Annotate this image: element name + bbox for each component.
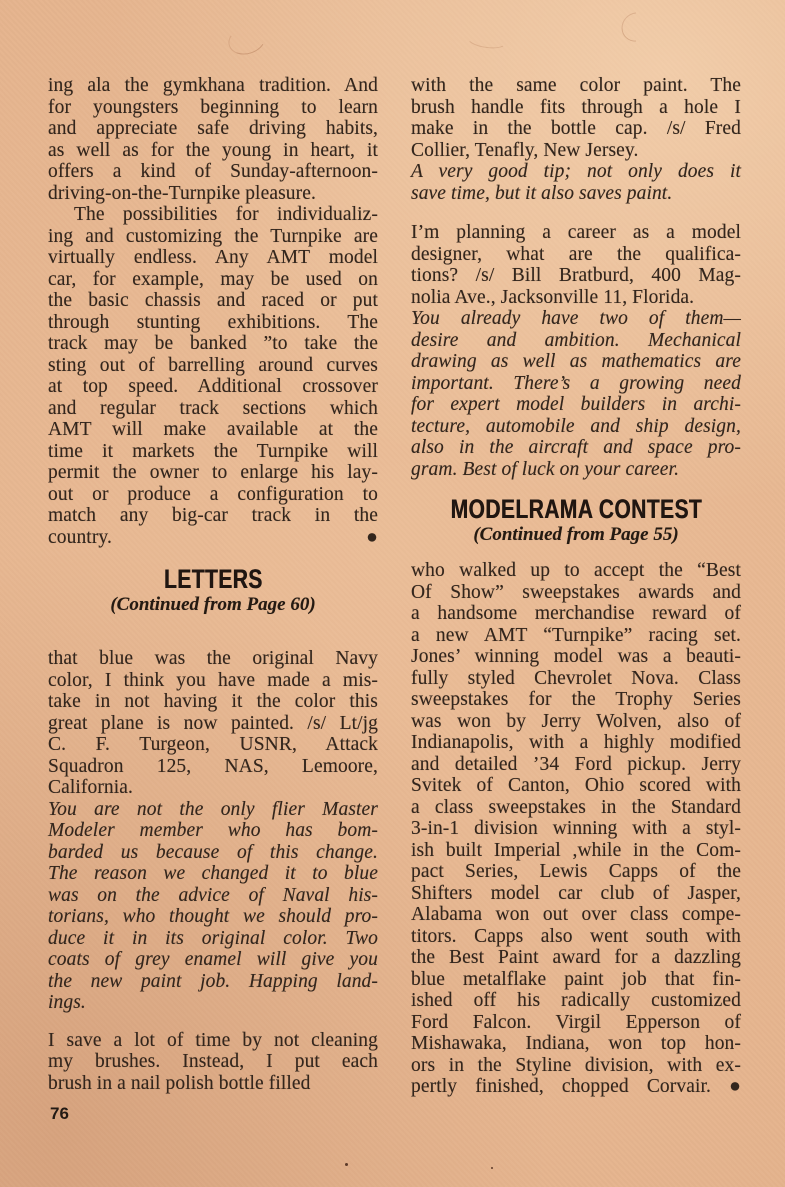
- text-line: Jones’ winning model was a beauti-: [411, 646, 741, 667]
- text-line: tecture, automobile and ship design,: [411, 415, 741, 437]
- text-line: permit the owner to enlarge his lay-: [48, 462, 378, 483]
- text-line: ings.: [48, 992, 86, 1013]
- paragraph: [411, 308, 741, 480]
- ink-speck: [491, 1167, 493, 1169]
- text-line: and detailed ’34 Ford pickup. Jerry: [411, 753, 741, 775]
- text-line: brush handle fits through a hole I: [411, 96, 741, 118]
- paragraph: [411, 560, 741, 1098]
- text-line: 3-in-1 division winning with a styl-: [411, 818, 741, 839]
- text-line: also in the aircraft and space pro-: [411, 437, 741, 458]
- text-line: virtually endless. Any AMT model: [48, 247, 378, 268]
- text-line: A very good tip; not only does it: [411, 161, 741, 182]
- text-line: sweepstakes for the Trophy Series: [411, 689, 741, 710]
- text-line: ing and customizing the Turnpike are: [48, 225, 378, 247]
- text-line: track may be banked ”to take the: [48, 333, 378, 354]
- paragraph: [48, 648, 378, 799]
- text-line: a new AMT “Turnpike” racing set.: [411, 624, 741, 646]
- text-line: blue metalflake paint job that fin-: [411, 968, 741, 990]
- text-line: pact Series, Lewis Capps of the: [411, 861, 741, 882]
- text-line: The reason we changed it to blue: [48, 863, 378, 884]
- text-line: sting out of barrelling around curves: [48, 354, 378, 376]
- text-line: a class sweepstakes in the Standard: [411, 796, 741, 818]
- text-line: C. F. Turgeon, USNR, Attack: [48, 734, 378, 755]
- text-line: I save a lot of time by not cleaning: [48, 1029, 378, 1051]
- text-line: California.: [48, 777, 134, 798]
- text-line: color, I think you have made a mis-: [48, 669, 378, 691]
- text-line: offers a kind of Sunday-afternoon-: [48, 161, 378, 182]
- paragraph: [411, 161, 741, 204]
- text-line: The possibilities for individualiz-: [74, 204, 378, 225]
- text-line: as well as for the young in heart, it: [48, 139, 378, 161]
- section-heading: [48, 564, 378, 594]
- text-line: a handsome merchandise reward of: [411, 603, 741, 624]
- text-line: torians, who thought we should pro-: [48, 906, 378, 927]
- text-line: Shifters model car club of Jasper,: [411, 882, 741, 904]
- text-line: out or produce a configuration to: [48, 483, 378, 505]
- text-line: the Best Paint award for a dazzling: [411, 947, 741, 968]
- text-line: barded us because of this change.: [48, 841, 378, 863]
- text-line: ing ala the gymkhana tradition. And: [48, 75, 378, 96]
- text-line: save time, but it also saves paint.: [411, 182, 673, 204]
- text-line: drawing as well as mathematics are: [411, 351, 741, 372]
- paragraph: [48, 75, 378, 204]
- paper-crease: [465, 27, 509, 51]
- text-line: through stunting exhibitions. The: [48, 311, 378, 333]
- text-line: and appreciate safe driving habits,: [48, 118, 378, 139]
- text-line: Indianapolis, with a highly modified: [411, 732, 741, 753]
- text-line: nolia Ave., Jacksonville 11, Florida.: [411, 286, 695, 308]
- text-line: was on the advice of Naval his-: [48, 884, 378, 906]
- text-line: You already have two of them—: [411, 308, 741, 329]
- paragraph: [411, 222, 741, 308]
- text-line: You are not the only flier Master: [48, 798, 378, 820]
- paragraph: [48, 799, 378, 1014]
- text-line: for expert model builders in archi-: [411, 394, 741, 415]
- text-line: Collier, Tenafly, New Jersey.: [411, 139, 639, 161]
- text-line: car, for example, may be used on: [48, 268, 378, 290]
- text-line: ish built Imperial ,while in the Com-: [411, 839, 741, 861]
- text-line: ors in the Styline division, with ex-: [411, 1054, 741, 1076]
- page-number: 76: [50, 1104, 69, 1123]
- paragraph: [48, 204, 378, 548]
- text-line: gram. Best of luck on your career.: [411, 458, 680, 480]
- left-column: [48, 75, 378, 1094]
- text-line: brush in a nail polish bottle filled: [48, 1072, 311, 1094]
- text-line: at top speed. Additional crossover: [48, 376, 378, 397]
- text-line: tions? /s/ Bill Bratburd, 400 Mag-: [411, 265, 741, 286]
- text-line: Alabama won out over class compe-: [411, 904, 741, 925]
- section-continued-note: (Continued from Page 55): [473, 524, 679, 545]
- text-line: match any big-car track in the: [48, 505, 378, 526]
- text-line: who walked up to accept the “Best: [411, 560, 741, 581]
- text-line: ished off his radically customized: [411, 990, 741, 1011]
- text-line: that blue was the original Navy: [48, 648, 378, 669]
- right-column: [411, 75, 741, 1098]
- text-line: titors. Capps also went south with: [411, 925, 741, 947]
- section-heading-text: LETTERS: [163, 564, 263, 594]
- text-line: coats of grey enamel will give you: [48, 949, 378, 970]
- text-line: the basic chassis and raced or put: [48, 290, 378, 311]
- paper-crease: [225, 21, 270, 59]
- text-line: time it markets the Turnpike will: [48, 440, 378, 462]
- text-line: driving-on-the-Turnpike pleasure.: [48, 182, 316, 204]
- text-line: and regular track sections which: [48, 397, 378, 419]
- section-heading: [411, 494, 741, 524]
- text-line: important. There’s a growing need: [411, 372, 741, 394]
- text-line: pertly finished, chopped Corvair. ●: [411, 1076, 741, 1097]
- text-line: Squadron 125, NAS, Lemoore,: [48, 755, 378, 777]
- text-line: Svitek of Canton, Ohio scored with: [411, 775, 741, 796]
- text-line: Mishawaka, Indiana, won top hon-: [411, 1033, 741, 1054]
- section-heading-text: MODELRAMA CONTEST: [450, 494, 702, 524]
- text-line: country. ●: [48, 526, 378, 548]
- paper-crease: [616, 6, 657, 47]
- text-line: AMT will make available at the: [48, 419, 378, 440]
- section-continued-note: (Continued from Page 60): [110, 594, 316, 615]
- ink-speck: [345, 1163, 348, 1166]
- text-line: my brushes. Instead, I put each: [48, 1051, 378, 1072]
- text-line: for youngsters beginning to learn: [48, 96, 378, 118]
- text-line: desire and ambition. Mechanical: [411, 329, 741, 351]
- text-line: I’m planning a career as a model: [411, 222, 741, 243]
- paragraph: [411, 75, 741, 161]
- text-line: make in the bottle cap. /s/ Fred: [411, 118, 741, 139]
- text-line: designer, what are the qualifica-: [411, 243, 741, 265]
- text-line: fully styled Chevrolet Nova. Class: [411, 667, 741, 689]
- text-line: duce it in its original color. Two: [48, 927, 378, 949]
- text-line: great plane is now painted. /s/ Lt/jg: [48, 712, 378, 734]
- paragraph: [48, 1030, 378, 1095]
- text-line: take in not having it the color this: [48, 691, 378, 712]
- text-line: Of Show” sweepstakes awards and: [411, 581, 741, 603]
- text-line: was won by Jerry Wolven, also of: [411, 710, 741, 732]
- text-line: Ford Falcon. Virgil Epperson of: [411, 1011, 741, 1033]
- text-line: Modeler member who has bom-: [48, 820, 378, 841]
- text-line: with the same color paint. The: [411, 75, 741, 96]
- text-line: the new paint job. Happing land-: [48, 970, 378, 992]
